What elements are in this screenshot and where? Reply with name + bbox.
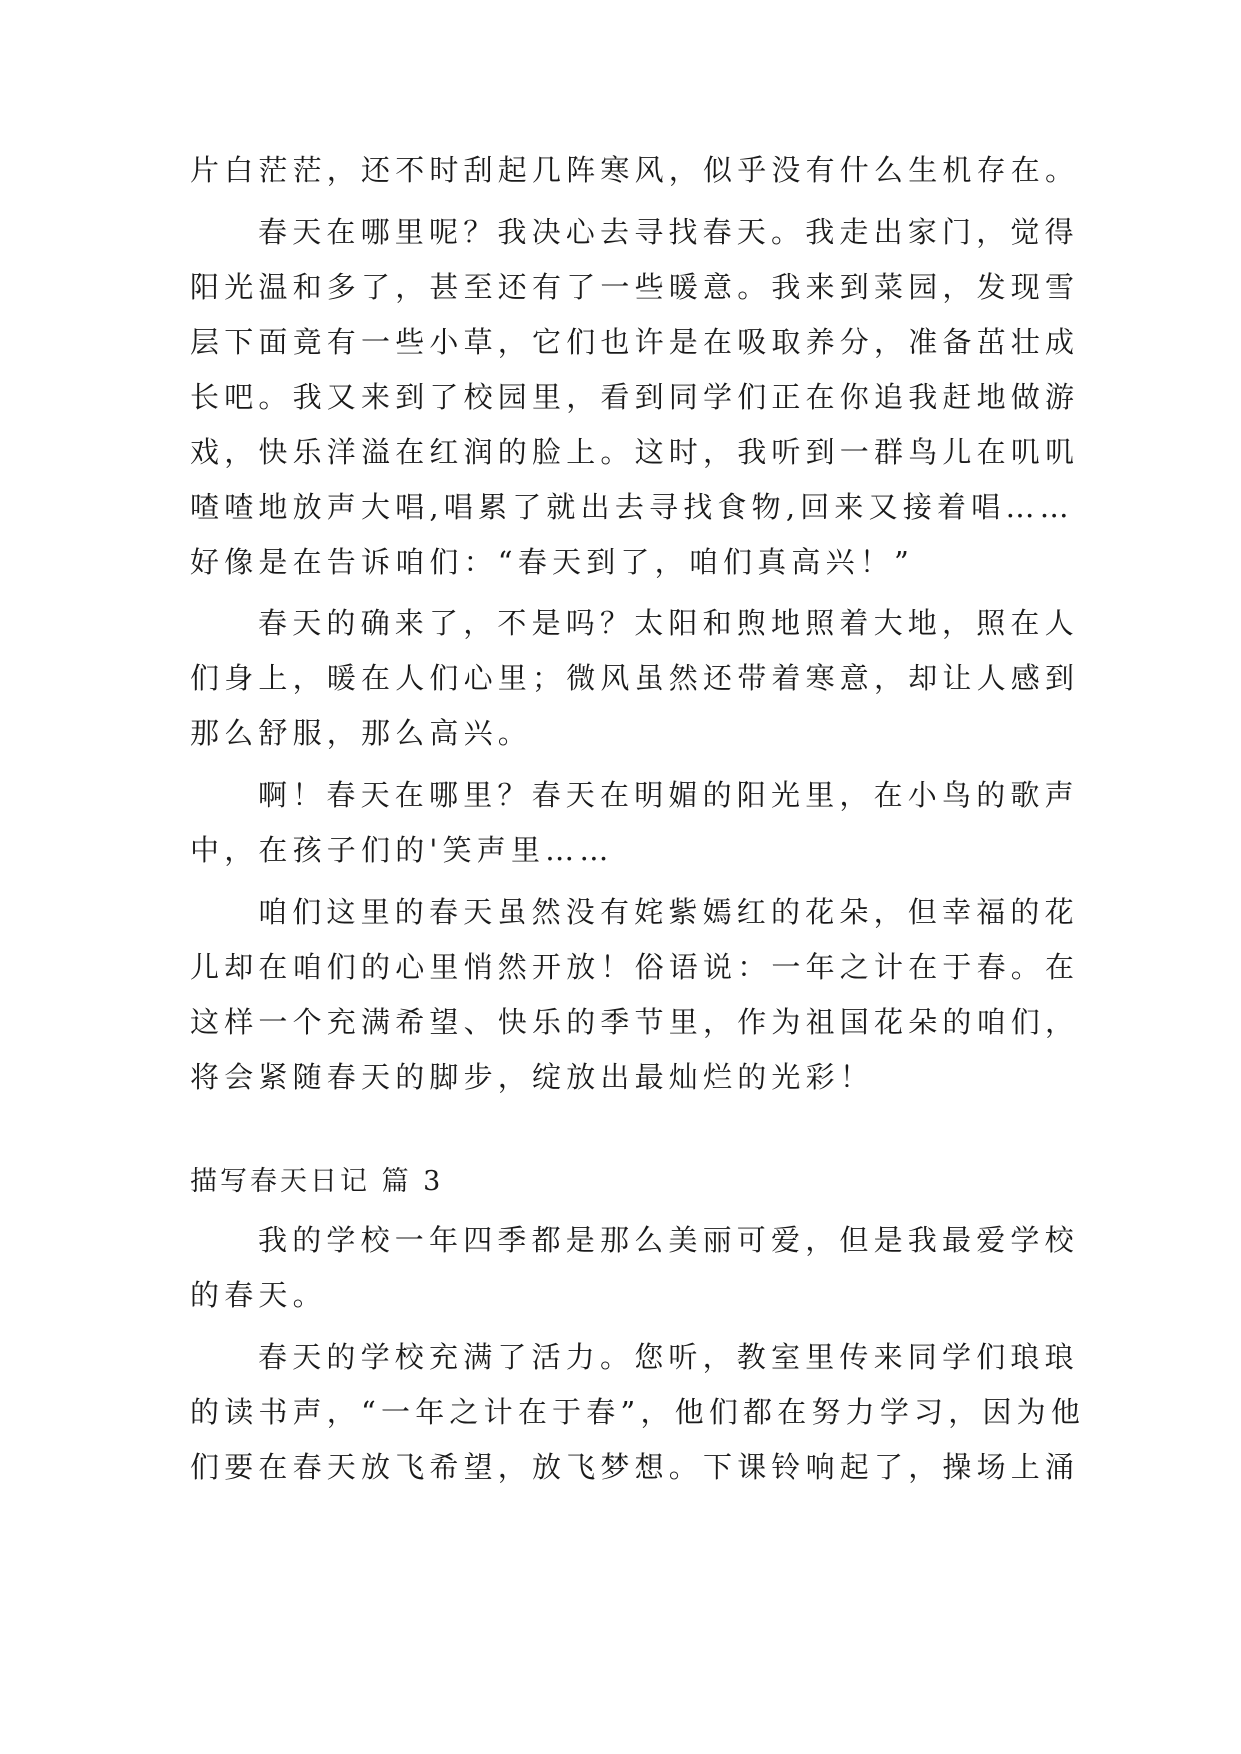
section-heading: 描写春天日记 篇 3 (190, 1166, 444, 1197)
paragraph-start-line: 啊！春天在哪里？春天在明媚的阳光里，在小鸟的歌声 (258, 778, 1079, 812)
text-line: 那么舒服，那么高兴。 (190, 716, 533, 750)
text-line: 层下面竟有一些小草，它们也许是在吸取养分，准备茁壮成 (190, 325, 1080, 359)
paragraph-start-line: 春天的学校充满了活力。您听，教室里传来同学们琅琅 (258, 1340, 1079, 1374)
paragraph-start-line: 我的学校一年四季都是那么美丽可爱，但是我最爱学校 (258, 1223, 1079, 1257)
text-line: 的读书声，“一年之计在于春”，他们都在努力学习，因为他 (190, 1395, 1086, 1429)
text-line: 们要在春天放飞希望，放飞梦想。下课铃响起了，操场上涌 (190, 1450, 1080, 1484)
text-line: 将会紧随春天的脚步，绽放出最灿烂的光彩！ (190, 1060, 875, 1094)
paragraph-start-line: 春天的确来了，不是吗？太阳和煦地照着大地，照在人 (258, 606, 1079, 640)
text-line: 们身上，暖在人们心里；微风虽然还带着寒意，却让人感到 (190, 661, 1080, 695)
text-line: 片白茫茫，还不时刮起几阵寒风，似乎没有什么生机存在。 (190, 153, 1080, 187)
text-line: 阳光温和多了，甚至还有了一些暖意。我来到菜园，发现雪 (190, 270, 1080, 304)
text-line: 喳喳地放声大唱,唱累了就出去寻找食物,回来又接着唱…… (190, 490, 1074, 524)
text-line: 这样一个充满希望、快乐的季节里，作为祖国花朵的咱们， (190, 1005, 1080, 1039)
paragraph-start-line: 春天在哪里呢？我决心去寻找春天。我走出家门，觉得 (258, 215, 1079, 249)
text-line: 中，在孩子们的'笑声里…… (190, 833, 614, 867)
text-line: 好像是在告诉咱们：“春天到了，咱们真高兴！” (190, 545, 915, 579)
text-line: 儿却在咱们的心里悄然开放！俗语说：一年之计在于春。在 (190, 950, 1080, 984)
text-line: 戏，快乐洋溢在红润的脸上。这时，我听到一群鸟儿在叽叽 (190, 435, 1080, 469)
text-line: 长吧。我又来到了校园里，看到同学们正在你追我赶地做游 (190, 380, 1080, 414)
text-line: 的春天。 (190, 1278, 327, 1312)
paragraph-start-line: 咱们这里的春天虽然没有姹紫嫣红的花朵，但幸福的花 (258, 895, 1079, 929)
